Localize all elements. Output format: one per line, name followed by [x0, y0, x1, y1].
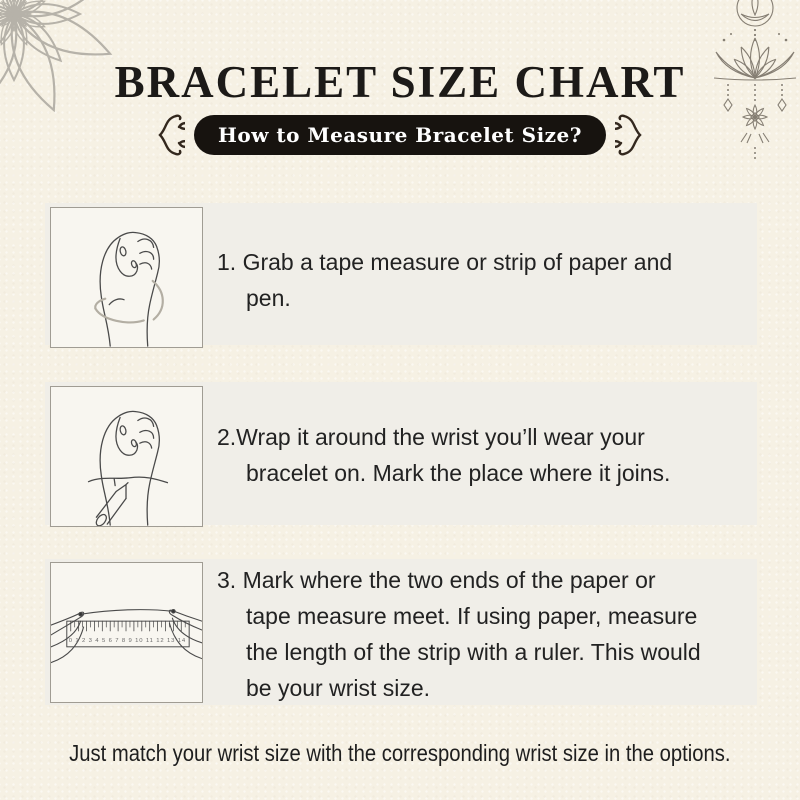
step-text-line: the length of the strip with a ruler. This would	[246, 639, 701, 665]
flourish-left-icon	[149, 113, 185, 157]
fist-tape-measure-icon	[51, 208, 202, 347]
ruler-numbers: 0 1 2 3 4 5 6 7 8 9 10 11 12 13 14	[68, 637, 186, 644]
step-1-illustration-box	[50, 207, 203, 348]
step-text-line: 3. Mark where the two ends of the paper or	[217, 567, 656, 593]
step-3-illustration-box	[50, 562, 203, 703]
step-2-illustration-box	[50, 386, 203, 527]
step-3-text	[217, 562, 765, 706]
step-2-text	[217, 419, 765, 491]
page-title: BRACELET SIZE CHART	[114, 57, 686, 107]
step-text-line: 2.Wrap it around the wrist you’ll wear your	[217, 424, 645, 450]
step-text-line: be your wrist size.	[246, 675, 431, 701]
step-text-line: 1. Grab a tape measure or strip of paper and	[217, 249, 673, 275]
fist-marker-pen-icon	[51, 387, 202, 526]
badge-row	[0, 113, 800, 157]
hands-ruler-icon	[51, 563, 202, 702]
step-text-line: bracelet on. Mark the place where it joins.	[246, 460, 671, 486]
footer-note-text: Just match your wrist size with the corresponding wrist size in the options.	[69, 740, 731, 766]
step-text-line: pen.	[246, 285, 291, 311]
flourish-right-icon	[615, 113, 651, 157]
footer-note	[0, 740, 800, 767]
step-1-text	[217, 244, 765, 316]
step-text-line: tape measure meet. If using paper, measure	[246, 603, 698, 629]
badge-pill: How to Measure Bracelet Size?	[194, 115, 606, 155]
